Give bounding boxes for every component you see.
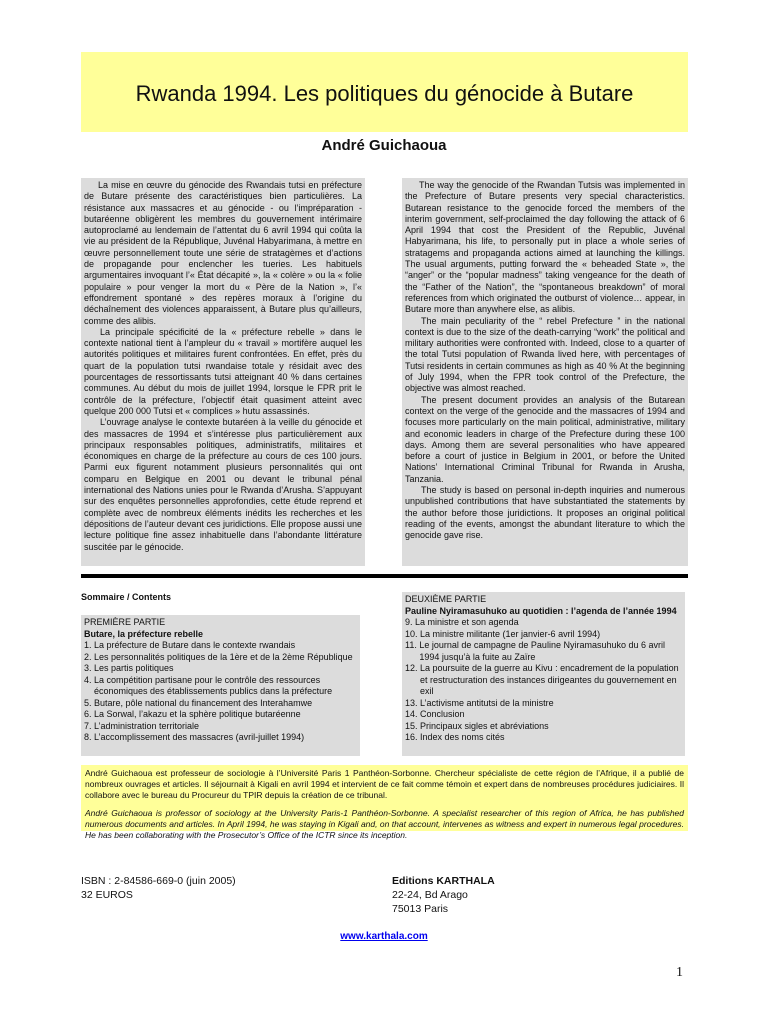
part-title: Pauline Nyiramasuhuko au quotidien : l’agenda de l’année 1994 — [405, 605, 677, 616]
contents-part-one — [81, 615, 360, 756]
abstract-paragraph: L’ouvrage analyse le contexte butaréen à la veille du génocide et des massacres de 1994 et s’intéresse plus particulièrement aux principaux responsables politiques, administratifs, militaires et économiques en charge de la préfecture au cours de ces 100 jours. Parmi eux figurent notamment plusieurs personnalités qui ont comparu en Belgique en 2001 ou devant le tribunal pénal international des Nations unies pour le Rwanda d’Arusha. S’appuyant sur des enquêtes personnelles approfondies, cette étude reprend et complète avec de nombreux éléments inédits les recherches et les dépositions de l’auteur devant ces juridictions. Elle propose aussi une lecture politique fine assez inhabituelle dans l’abondante littérature suscitée par le génocide. — [84, 417, 362, 552]
contents-list — [405, 617, 682, 744]
contents-item-text: La poursuite de la guerre au Kivu : encadrement de la population et restructuration des instances dirigeantes du gouvernement en exil — [420, 663, 679, 696]
contents-item-number: 1. — [84, 640, 95, 650]
contents-item — [84, 675, 357, 698]
contents-item-text: Conclusion — [420, 709, 465, 719]
contents-item — [84, 652, 357, 664]
contents-item-text: L’activisme antitutsi de la ministre — [420, 697, 554, 708]
contents-item-number: 15. — [405, 720, 421, 731]
contents-item-number: 6. — [84, 709, 95, 719]
contents-item — [84, 663, 357, 675]
part-label: PREMIÈRE PARTIE — [84, 617, 166, 627]
contents-item-number: 5. — [84, 697, 95, 708]
contents-item-text: Butare, pôle national du financement des Interahamwe — [94, 697, 313, 708]
isbn: ISBN : 2-84586-669-0 (juin 2005) — [81, 875, 236, 887]
publisher-info — [392, 874, 495, 916]
part-label: DEUXIÈME PARTIE — [405, 594, 487, 604]
section-divider — [81, 574, 688, 578]
contents-item — [405, 721, 682, 733]
contents-item — [405, 698, 682, 710]
abstract-paragraph: La principale spécificité de la « préfecture rebelle » dans le contexte national tient à l’ampleur du « travail » mortifère auquel les autorités politiques et militaires furent confrontées. En effet, près du quart de la population tutsi rwandaise totale y résidait avec des pourcentages de ressortissants tutsi atteignant 40 % dans certaines communes. Au début du mois de juillet 1994, lorsque le FPR prit le contrôle de la préfecture, l’objectif était quasiment atteint avec quelque 200 000 Tutsi et « complices » hutu assassinés. — [84, 326, 362, 416]
title-banner — [81, 52, 688, 132]
contents-item-number: 9. — [405, 617, 416, 627]
contents-item-number: 13. — [405, 697, 421, 708]
contents-item-text: La ministre et son agenda — [415, 617, 519, 627]
contents-item-number: 7. — [84, 720, 95, 731]
contents-item-number: 4. — [84, 674, 95, 685]
abstract-paragraph: The study is based on personal in-depth inquiries and numerous unpublished contributions that have substantiated the statements by the author before those juridictions. It proposes an original political reading of the events, amongst the abundant literature to which the genocide gave rise. — [405, 485, 685, 541]
book-info — [81, 874, 236, 902]
contents-heading: Sommaire / Contents — [81, 592, 172, 602]
abstract-paragraph: The present document provides an analysis of the Butarean context on the verge of the genocide and the massacres of 1994 and focuses more particularly on the main political, administrative, military and economic leaders in charge of the Prefecture during these 100 days. Among them are several personalities who have appeared before a court of justice in Belgium in 2001, or before the United Nations’ International Criminal Tribunal for Rwanda in Arusha, Tanzania. — [405, 394, 685, 484]
contents-item-text: La ministre militante (1er janvier-6 avril 1994) — [420, 628, 601, 639]
author-bio — [81, 765, 688, 840]
contents-item-number: 16. — [405, 732, 421, 742]
abstract-french — [81, 178, 365, 566]
contents-item-text: Les partis politiques — [94, 663, 174, 673]
contents-item — [405, 709, 682, 721]
abstract-english — [402, 178, 688, 566]
page-number: 1 — [676, 965, 683, 980]
contents-item — [405, 640, 682, 663]
contents-item-text: Index des noms cités — [420, 732, 505, 742]
contents-item — [84, 698, 357, 710]
contents-item — [84, 640, 357, 652]
contents-item — [405, 617, 682, 629]
contents-item — [84, 732, 357, 744]
website-link[interactable]: www.karthala.com — [340, 931, 428, 942]
contents-item-text: Principaux sigles et abréviations — [420, 720, 549, 731]
abstract-paragraph: The main peculiarity of the “ rebel Prefecture ” in the national context is due to the size of the death-carrying “work” the political and military authorities were confronted with. Indeed, close to a quarter of the total Tutsi population of Rwanda lived here, with percentages of Tutsi residents in certain communes as high as 40 % At the beginning of July 1994, when the FPR took control of the Prefecture, the objective was almost reached. — [405, 315, 685, 394]
contents-item-number: 12. — [405, 663, 421, 673]
contents-item-number: 3. — [84, 663, 95, 673]
contents-item — [405, 629, 682, 641]
contents-item-number: 14. — [405, 709, 421, 719]
contents-item-text: Les personnalités politiques de la 1ère et de la 2ème République — [94, 651, 353, 662]
contents-item-text: La Sorwal, l’akazu et la sphère politique butaréenne — [94, 709, 301, 719]
abstract-paragraph: La mise en œuvre du génocide des Rwandais tutsi en préfecture de Butare présente des caractéristiques bien particulières. La résistance aux massacres et au génocide - ou l’impréparation - butaréenne obligèrent les membres du gouvernement intérimaire autoproclamé au lendemain de l’attentat du 6 avril 1994 qui coûta la vie au président de la République, Juvénal Habyarimana, à mettre en œuvre personnellement toute une série de stratagèmes et d’actions de propagande pour enclencher les tueries. Les habituels argumentaires invoquant l’« État décapité », la « colère » ou la « folie populaire » pour venger la mort du « Père de la Nation », l’« effondrement spontané » des repères moraux à l’origine du déchaînement des violences apparaissent, à Butare plus qu’ailleurs, comme des alibis. — [84, 180, 362, 326]
contents-item-text: L’accomplissement des massacres (avril-juillet 1994) — [94, 732, 305, 742]
contents-item — [405, 663, 682, 698]
contents-item — [405, 732, 682, 744]
abstract-paragraph: The way the genocide of the Rwandan Tutsis was implemented in the Prefecture of Butare presents very special characteristics. Butarean resistance to the genocide forced the members of the interim government, self-proclaimed the day following the attack of 6 April 1994 that cost the President of the Republic, Juvénal Habyarimana, his life, to personally put in place a whole series of stratagems and propaganda actions aimed at launching the killings. The usual arguments, putting forward the « beheaded State », the “anger” or the “popular madness” taking vengeance for the death of the “Father of the Nation”, the “spontaneous breakdown” of moral references from which originated the outburst of violence… appear, in Butare more than anywhere else, as alibis. — [405, 180, 685, 315]
author-name: André Guichaoua — [321, 137, 447, 154]
bio-french: André Guichaoua est professeur de sociologie à l’Université Paris 1 Panthéon-Sorbonne. Chercheur spécialiste de cette région de l’Afrique, il a publié de nombreux ouvrages et articles. Il séjournait à Kigali en avril 1994 et intervient de ce fait comme témoin et expert dans de nombreuses procédures judiciaires. Il collabore avec le bureau du Procureur du TPIR depuis la création de ce tribunal. — [85, 768, 684, 800]
part-title: Butare, la préfecture rebelle — [84, 628, 204, 639]
contents-item-text: Le journal de campagne de Pauline Nyiramasuhuko du 6 avril 1994 jusqu’à la fuite au Zaïre — [419, 640, 665, 662]
document-title: Rwanda 1994. Les politiques du génocide à Butare — [135, 81, 634, 106]
bio-english: André Guichaoua is professor of sociology at the University Paris-1 Panthéon-Sorbonne. A specialist researcher of this region of Africa, he has published numerous documents and articles. In April 1994, he was staying in Kigali and, on that account, intervenes as witness and expert in numerous legal procedures. He has been collaborating with the Prosecutor’s Office of the ICTR since its inception. — [85, 808, 684, 840]
contents-item — [84, 709, 357, 721]
contents-item — [84, 721, 357, 733]
contents-item-number: 11. — [405, 640, 420, 650]
contents-list — [84, 640, 357, 744]
price: 32 EUROS — [81, 889, 133, 901]
contents-item-number: 10. — [405, 628, 421, 639]
publisher-street: 22-24, Bd Arago — [392, 889, 468, 901]
publisher-name: Editions KARTHALA — [392, 875, 495, 887]
publisher-city: 75013 Paris — [392, 903, 449, 915]
contents-item-text: L’administration territoriale — [94, 720, 200, 731]
contents-part-two — [402, 592, 685, 756]
contents-item-text: La préfecture de Butare dans le contexte rwandais — [94, 640, 296, 650]
contents-item-text: La compétition partisane pour le contrôle des ressources économiques des établissements publics dans la préfecture — [94, 674, 333, 696]
contents-item-number: 2. — [84, 651, 95, 662]
contents-item-number: 8. — [84, 732, 95, 742]
